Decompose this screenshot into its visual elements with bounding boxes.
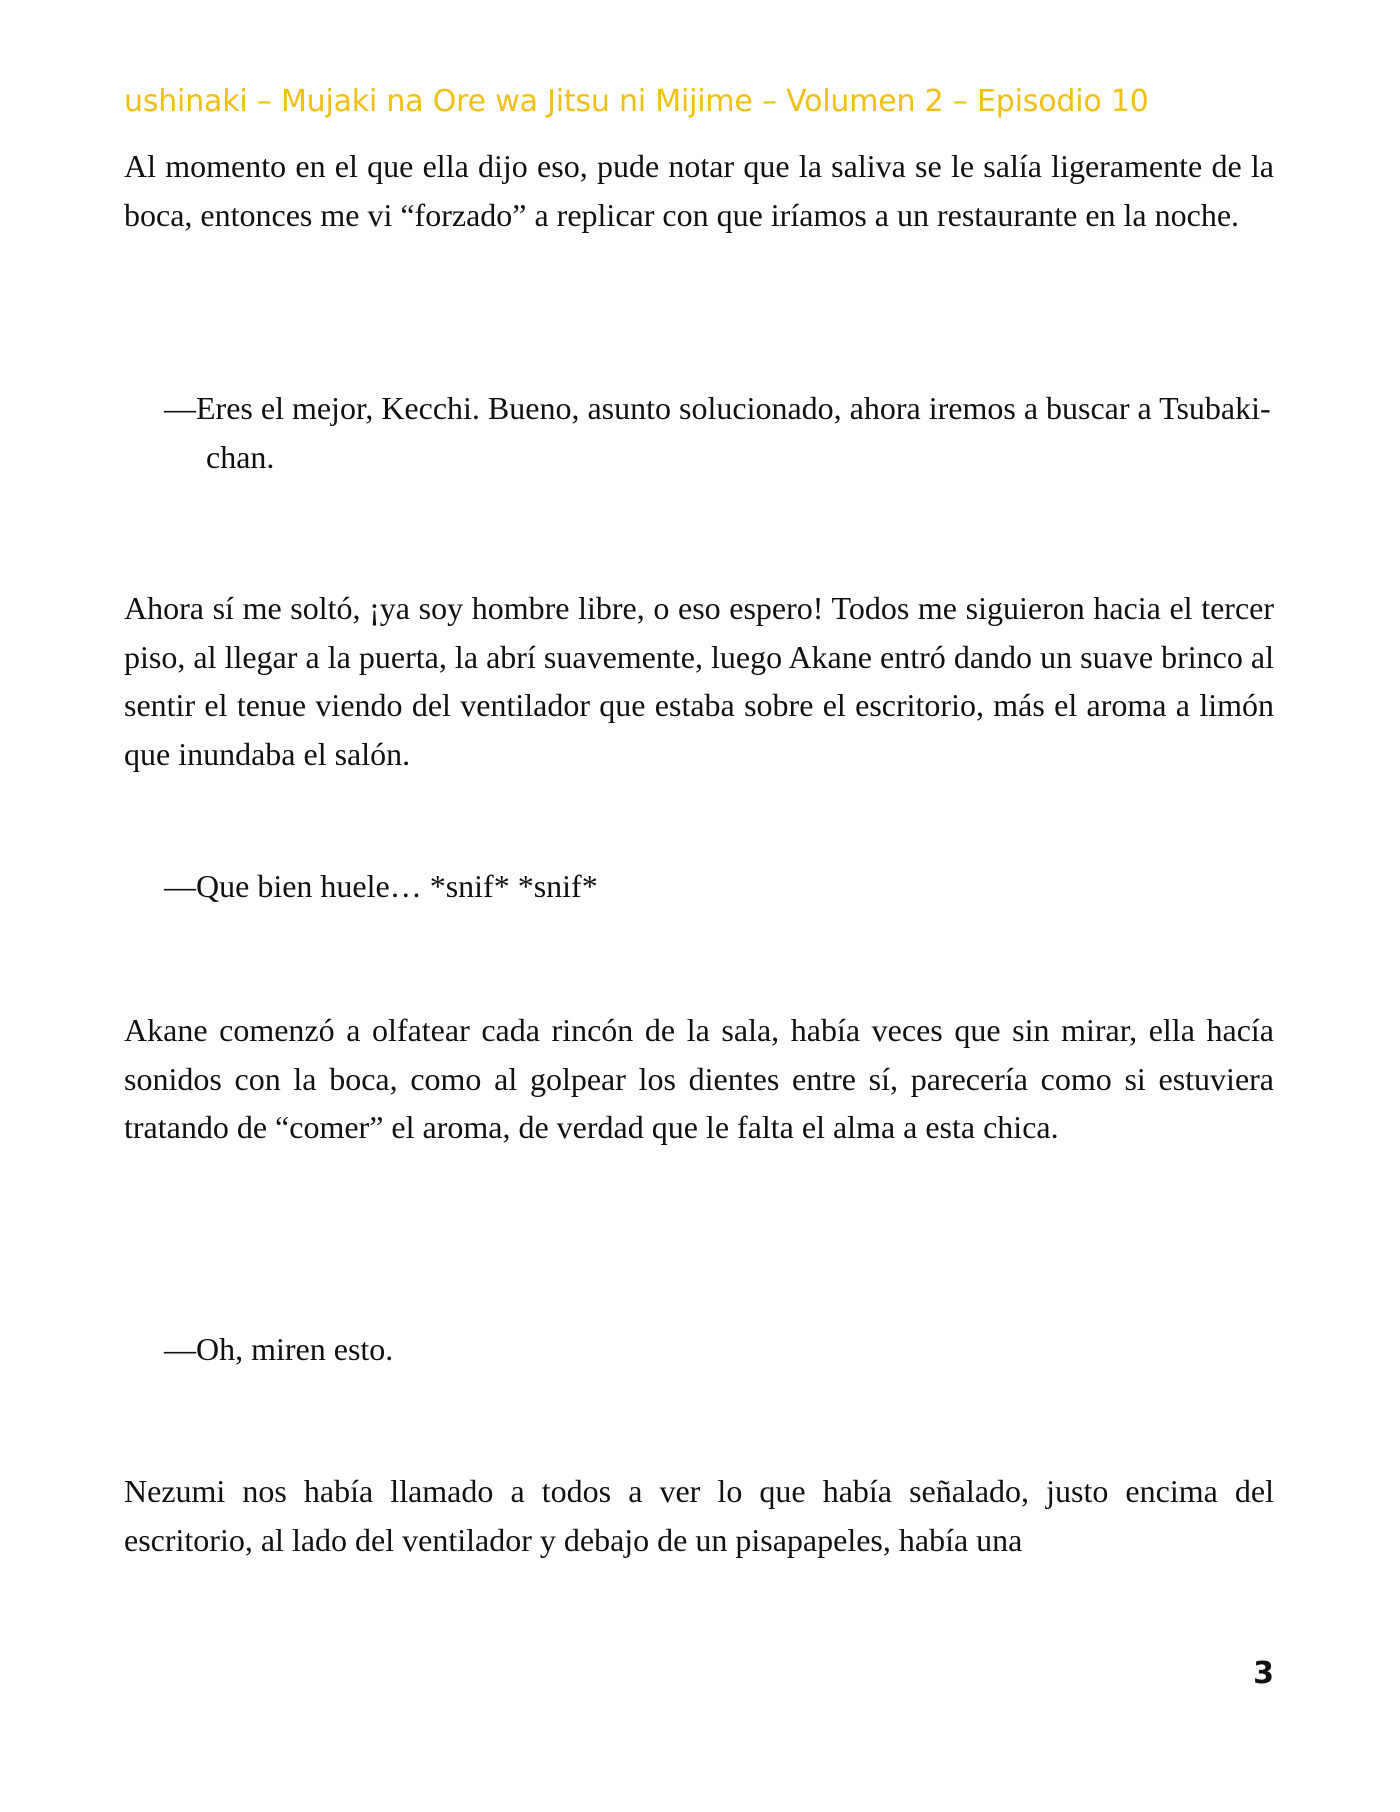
dialog-line: —Oh, miren esto.: [164, 1331, 394, 1367]
paragraph: Al momento en el que ella dijo eso, pude notar que la saliva se le salía ligeramente de la boca, entonces me vi “forzado” a replicar con que iríamos a un restaurante en la noche.: [124, 148, 1274, 233]
running-header: ushinaki – Mujaki na Ore wa Jitsu ni Mijime – Volumen 2 – Episodio 10: [124, 84, 1149, 119]
paragraph: Ahora sí me soltó, ¡ya soy hombre libre, o eso espero! Todos me siguieron hacia el tercer piso, al llegar a la puerta, la abrí suavemente, luego Akane entró dando un suave brinco al sentir el tenue viendo del ventilador que estaba sobre el escritorio, más el aroma a limón que inundaba el salón.: [124, 590, 1274, 772]
dialog-line: —Que bien huele… *snif* *snif*: [164, 868, 598, 904]
page-number: 3: [1253, 1656, 1274, 1691]
paragraph: Nezumi nos había llamado a todos a ver lo que había señalado, justo encima del escritorio, al lado del ventilador y debajo de un pisapapeles, había una: [124, 1473, 1274, 1558]
dialog-line: —Eres el mejor, Kecchi. Bueno, asunto solucionado, ahora iremos a buscar a Tsubaki-chan.: [164, 390, 1271, 475]
paragraph: Akane comenzó a olfatear cada rincón de la sala, había veces que sin mirar, ella hacía sonidos con la boca, como al golpear los dientes entre sí, parecería como si estuviera tratando de “comer” el aroma, de verdad que le falta el alma a esta chica.: [124, 1012, 1274, 1145]
